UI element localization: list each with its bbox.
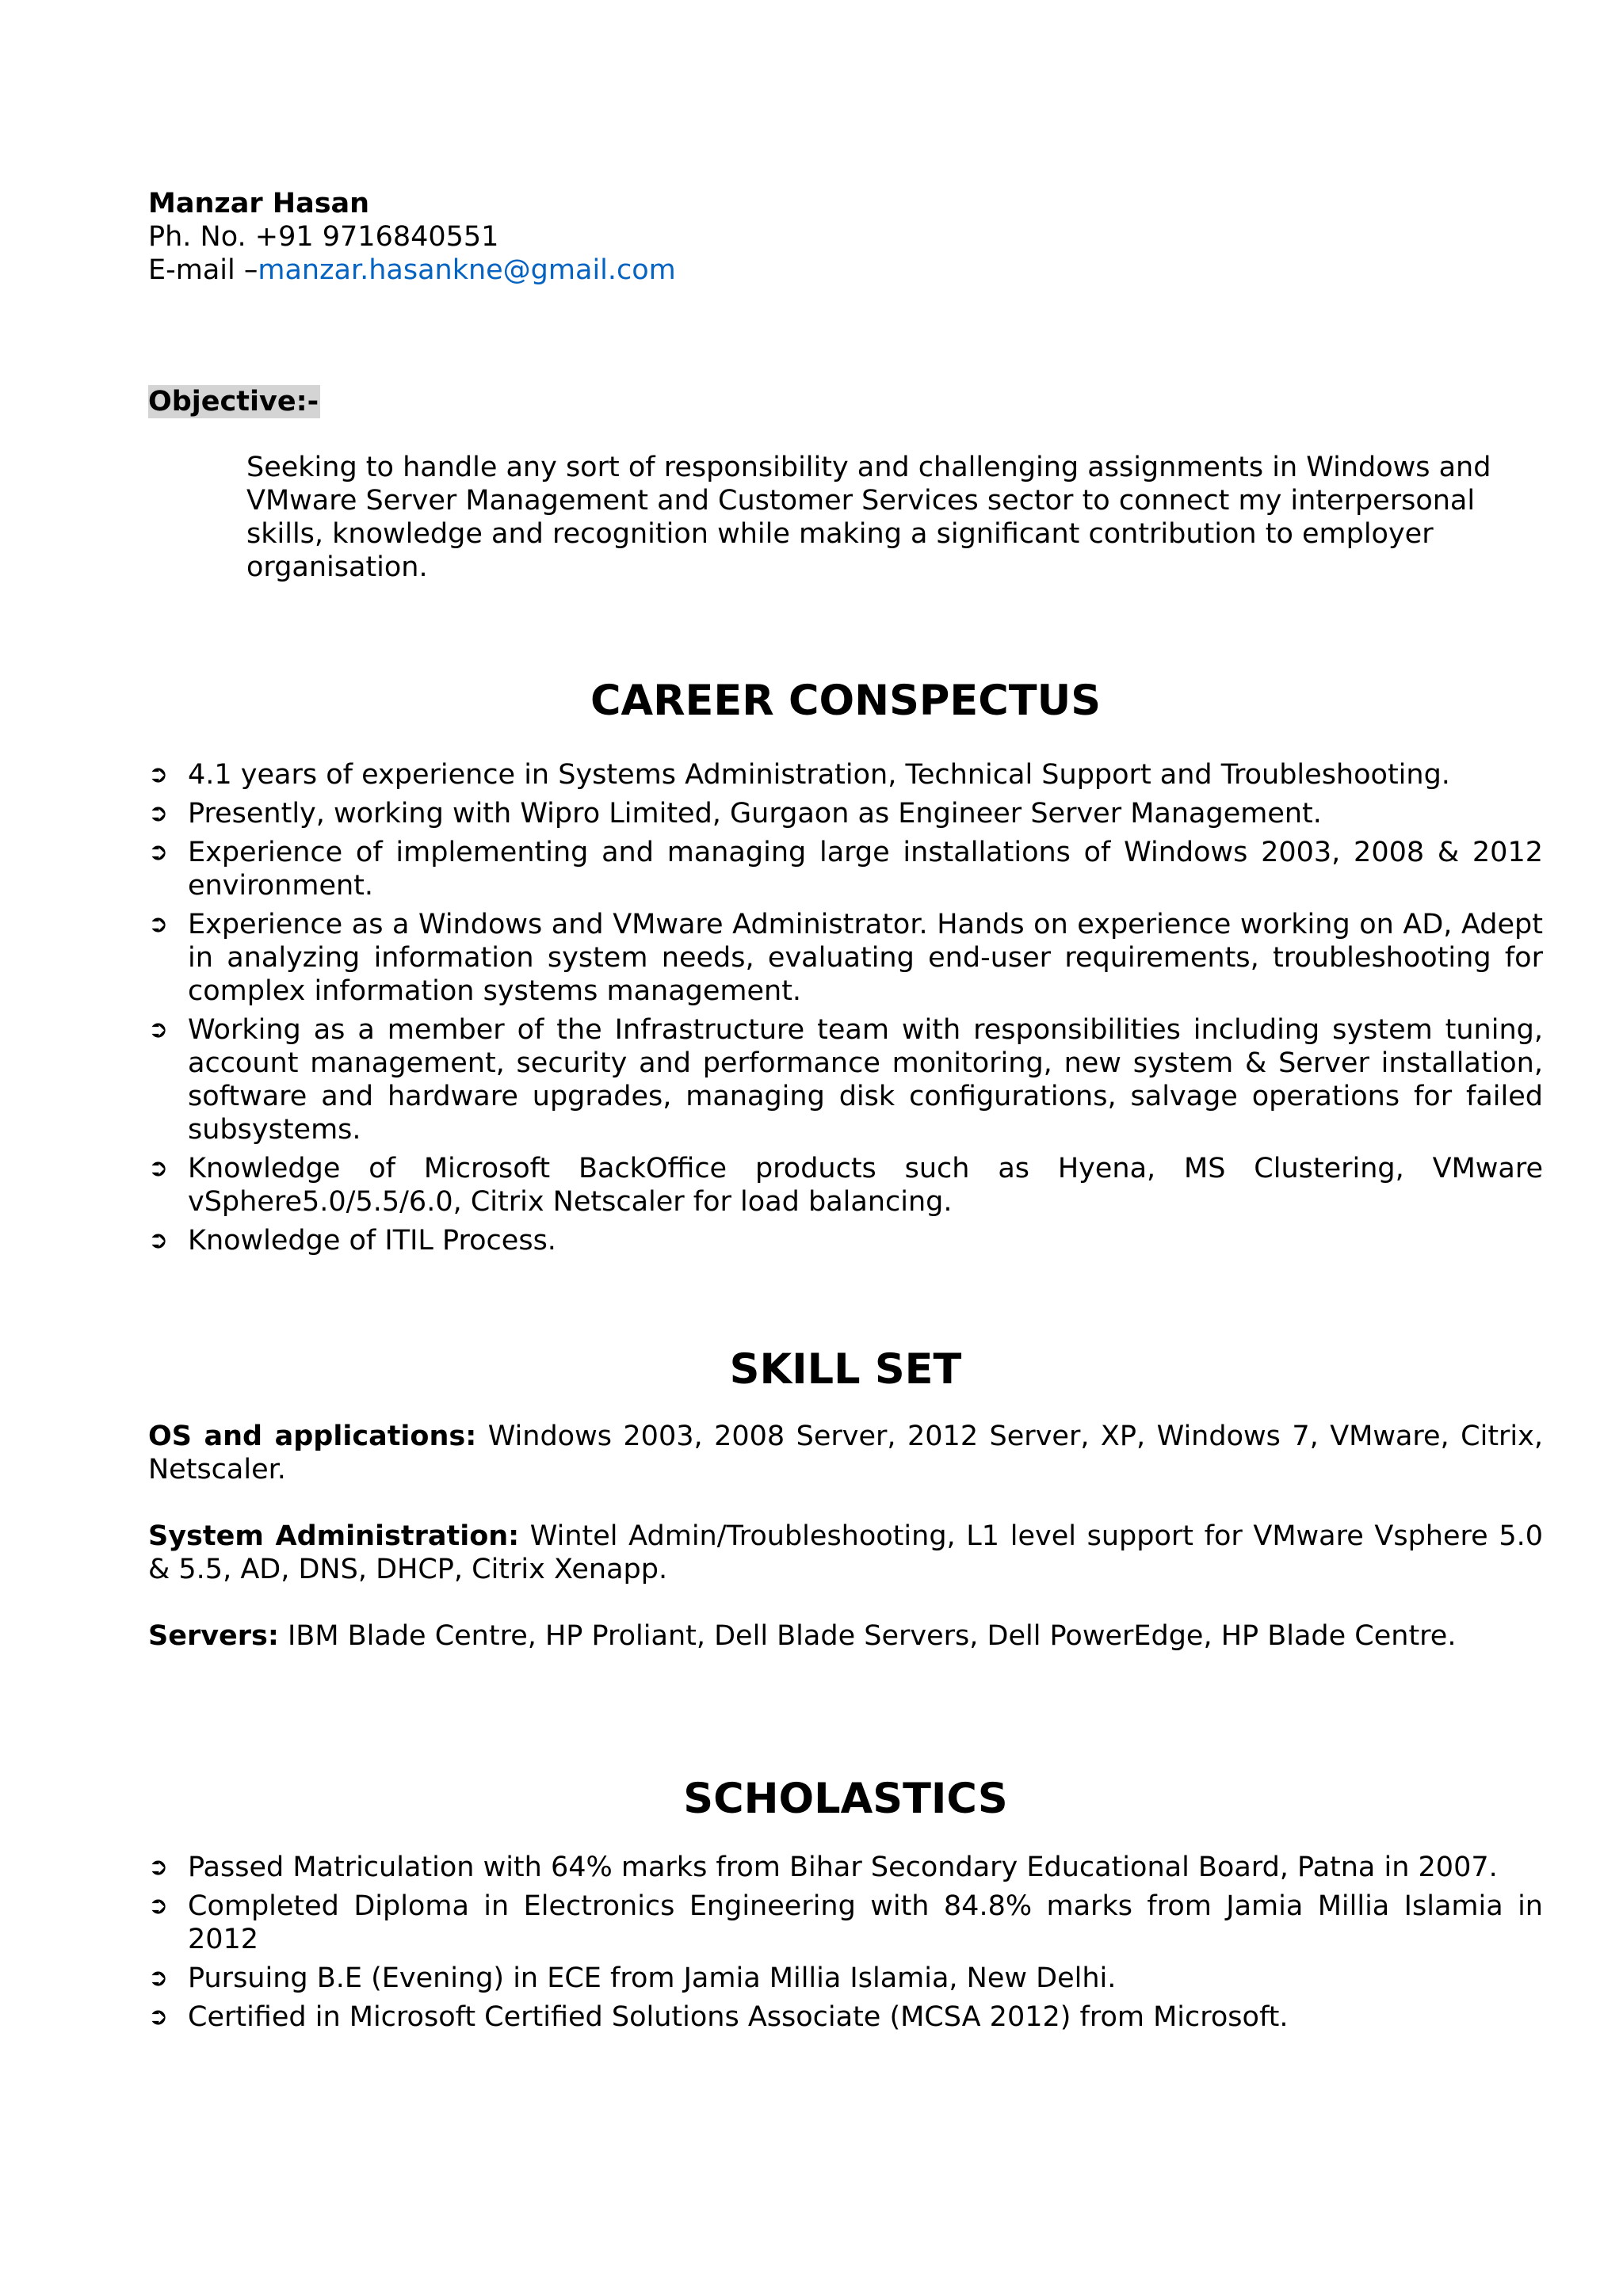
scholastics-heading: SCHOLASTICS (683, 1775, 1008, 1823)
contact-block (148, 187, 1543, 287)
career-item: ➲ Experience of implementing and managing large installations of Windows 2003, 2008 & 2012 environment. (148, 837, 1543, 902)
career-list (148, 758, 1543, 1263)
objective-heading: Objective:- (148, 386, 319, 418)
skill-system-administration (148, 1520, 1543, 1586)
arrow-right-icon: ➲ (148, 1226, 169, 1254)
email-line (148, 254, 1543, 287)
arrow-right-icon: ➲ (148, 761, 169, 788)
skill-os-value: Windows 2003, 2008 Server, 2012 Server, XP, Windows 7, VMware, Citrix, Netscaler. (148, 1421, 1543, 1486)
skill-sysadmin-label: System Administration: (148, 1520, 520, 1552)
skill-servers (148, 1619, 1543, 1653)
skill-servers-label: Servers: (148, 1620, 279, 1652)
skill-set-heading: SKILL SET (729, 1345, 962, 1394)
career-item: ➲ Presently, working with Wipro Limited, Gurgaon as Engineer Server Management. (148, 798, 1322, 830)
arrow-right-icon: ➲ (148, 799, 169, 827)
email-link[interactable]: manzar.hasankne@gmail.com (258, 254, 676, 286)
scholastics-item: ➲ Certified in Microsoft Certified Solutions Associate (MCSA 2012) from Microsoft. (148, 2001, 1289, 2033)
career-item: ➲ Knowledge of Microsoft BackOffice products such as Hyena, MS Clustering, VMware vSphere5.0/5.5/6.0, Citrix Netscaler for load balancing. (148, 1153, 1543, 1218)
arrow-right-icon: ➲ (148, 2003, 169, 2031)
arrow-right-icon: ➲ (148, 910, 169, 938)
candidate-name: Manzar Hasan (148, 188, 370, 219)
career-item: ➲ Experience as a Windows and VMware Administrator. Hands on experience working on AD, Adept in analyzing information system needs, evaluating end-user requirements, troubleshooting for complex information systems management. (148, 909, 1543, 1007)
career-item: ➲ Working as a member of the Infrastructure team with responsibilities including system tuning, account management, security and performance monitoring, new system & Server installation, software and hardware upgrades, managing disk configurations, salvage operations for failed subsystems. (148, 1014, 1543, 1146)
phone-number: Ph. No. +91 9716840551 (148, 221, 499, 253)
skill-os-applications (148, 1420, 1543, 1486)
arrow-right-icon: ➲ (148, 1154, 169, 1182)
scholastics-list (148, 1851, 1543, 2039)
skill-sysadmin-value: Wintel Admin/Troubleshooting, L1 level support for VMware Vsphere 5.0 & 5.5, AD, DNS, DHCP, Citrix Xenapp. (148, 1520, 1543, 1585)
scholastics-item: ➲ Pursuing B.E (Evening) in ECE from Jamia Millia Islamia, New Delhi. (148, 1962, 1117, 1994)
arrow-right-icon: ➲ (148, 1964, 169, 1992)
scholastics-item: ➲ Completed Diploma in Electronics Engineering with 84.8% marks from Jamia Millia Islamia in 2012 (148, 1890, 1543, 1955)
career-conspectus-heading: CAREER CONSPECTUS (590, 677, 1102, 725)
skill-os-label: OS and applications: (148, 1421, 477, 1452)
career-item: ➲ 4.1 years of experience in Systems Administration, Technical Support and Troubleshooting. (148, 759, 1450, 791)
email-label: E-mail – (148, 254, 258, 286)
arrow-right-icon: ➲ (148, 1016, 169, 1043)
career-item: ➲ Knowledge of ITIL Process. (148, 1225, 556, 1257)
objective-text: Seeking to handle any sort of responsibility and challenging assignments in Windows and VMware Server Management and Customer Services sector to connect my interpersonal skills, knowledge and recognition while making a significant contribution to employer organisation. (246, 452, 1491, 583)
arrow-right-icon: ➲ (148, 838, 169, 866)
scholastics-item: ➲ Passed Matriculation with 64% marks from Bihar Secondary Educational Board, Patna in 2007. (148, 1852, 1498, 1883)
arrow-right-icon: ➲ (148, 1853, 169, 1881)
arrow-right-icon: ➲ (148, 1892, 169, 1920)
skill-servers-value: IBM Blade Centre, HP Proliant, Dell Blade Servers, Dell PowerEdge, HP Blade Centre. (278, 1620, 1457, 1652)
